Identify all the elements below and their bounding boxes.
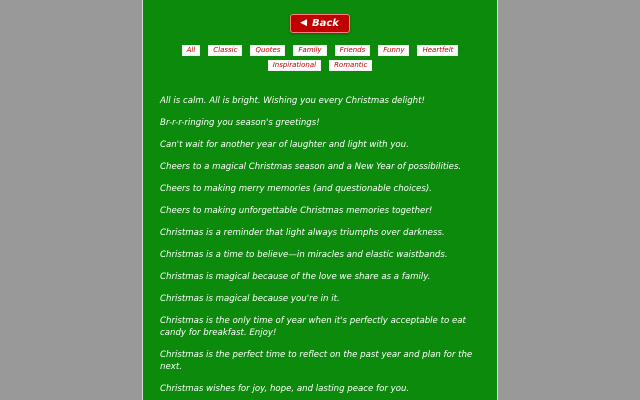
filter-heartfelt[interactable]: Heartfelt [417,45,458,56]
message-item[interactable]: Christmas is magical because you're in it. [160,294,340,304]
message-list [160,95,485,395]
filter-all[interactable]: All [182,45,201,56]
back-button-label: Back [311,17,339,29]
filter-family[interactable]: Family [293,45,326,56]
filter-romantic[interactable]: Romantic [329,60,372,71]
message-item[interactable]: Christmas is the perfect time to reflect on the past year and plan for the next. [160,350,473,372]
category-filter-bar [157,45,483,75]
message-item[interactable]: Christmas is a reminder that light always triumphs over darkness. [160,228,445,238]
message-item[interactable]: Cheers to making merry memories (and questionable choices). [160,184,432,194]
greetings-panel [142,0,498,400]
chevron-left-icon: ◀ [300,18,307,28]
back-button[interactable] [290,14,350,33]
message-item[interactable]: Christmas is magical because of the love we share as a family. [160,272,431,282]
message-item[interactable]: Cheers to making unforgettable Christmas memories together! [160,206,433,216]
filter-classic[interactable]: Classic [208,45,242,56]
filter-inspirational[interactable]: Inspirational [268,60,321,71]
message-item[interactable]: Cheers to a magical Christmas season and a New Year of possibilities. [160,162,462,172]
message-item[interactable]: Christmas is the only time of year when it's perfectly acceptable to eat candy for breakfast. Enjoy! [160,316,466,338]
message-item[interactable]: Can't wait for another year of laughter and light with you. [160,140,409,150]
filter-friends[interactable]: Friends [335,45,371,56]
message-item[interactable]: All is calm. All is bright. Wishing you every Christmas delight! [160,96,425,106]
header [143,10,497,30]
message-item[interactable]: Br-r-r-ringing you season's greetings! [160,118,320,128]
filter-funny[interactable]: Funny [378,45,409,56]
message-item[interactable]: Christmas is a time to believe—in miracles and elastic waistbands. [160,250,448,260]
message-item[interactable]: Christmas wishes for joy, hope, and lasting peace for you. [160,384,410,394]
filter-quotes[interactable]: Quotes [250,45,285,56]
